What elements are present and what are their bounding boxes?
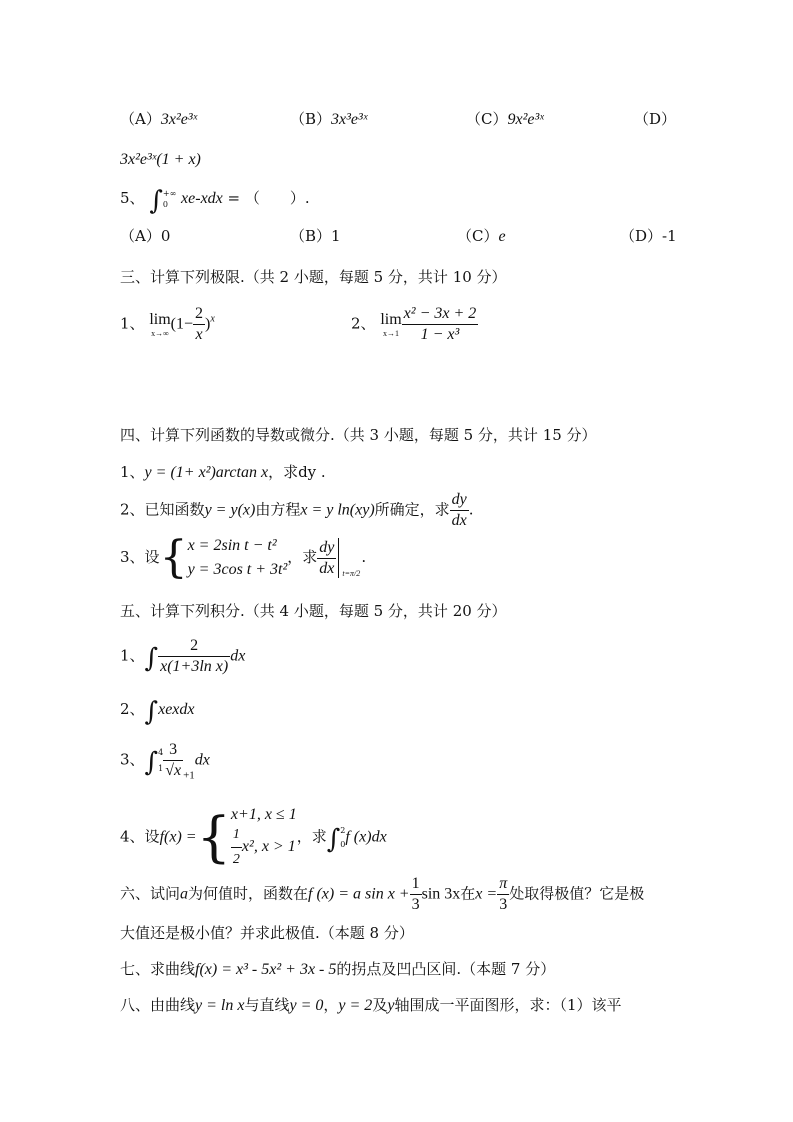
integral-sign: ∫ xyxy=(326,824,341,855)
integral-sign: ∫ xyxy=(144,643,159,674)
s4-problem-3: 3、设{ x = 2sin t − t² y = 3cos t + 3t² ，求 $\frac{dy}{dx}$ t=π/2 . xyxy=(120,532,367,583)
s4-problem-1: 1、y = (1+ x²)arctan x，求dy . xyxy=(120,463,326,481)
s4-problem-2: 2、已知函数y = y(x)由方程x = y ln(xy)所确定，求 $\frac{dy}{dx}$ . xyxy=(120,491,474,529)
integral-sign: ∫ xyxy=(144,697,159,727)
s5-problem-4: 4、设f(x) ={ x+1, x ≤ 1 $\frac{1}{2}$ x², x > 1 ，求∫ 2 0 f (x)dx xyxy=(120,805,387,869)
section6-line2: 大值还是极小值？并求此极值.（本题 8 分） xyxy=(120,924,414,942)
s3-problem-1: 1、 lim x→∞ (1− $\frac{2}{x}$ )$^x$ xyxy=(120,305,215,343)
evaluation-bar: t=π/2 xyxy=(338,538,361,578)
integral-sign: ∫ xyxy=(144,747,159,778)
section5-heading: 五、计算下列积分.（共 4 小题，每题 5 分，共计 20 分） xyxy=(120,602,507,620)
s5-problem-2: 2、∫xexdx xyxy=(120,697,195,727)
s5-problem-1: 1、∫ $\frac{2}{\text{x(1+3ln x)}}$ dx xyxy=(120,637,246,675)
left-brace: { xyxy=(196,805,231,869)
q5-option-d: （D）-1 xyxy=(620,227,677,245)
s5-problem-3: 3、∫ 4 1 $\frac{3}{√x}$ $_{+1}$dx xyxy=(120,741,210,782)
q5-option-a: （A）0 xyxy=(120,227,171,245)
q5-option-c: （C）e xyxy=(457,227,506,245)
q4-option-b: （B）3x³e³ˣ xyxy=(290,110,368,128)
section6-line1: 六、试问a为何值时，函数在f (x) = a sin x + $\frac{1}{3}$ sin 3x在x = $\frac{\pi}{3}$ 处取得极值？它是极 xyxy=(120,875,645,913)
q4-option-c: （C）9x²e³ˣ xyxy=(466,110,544,128)
left-brace: { xyxy=(159,532,188,583)
section3-heading: 三、计算下列极限.（共 2 小题，每题 5 分，共计 10 分） xyxy=(120,268,507,286)
q4-option-d-label: （D） xyxy=(634,110,677,128)
section4-heading: 四、计算下列函数的导数或微分.（共 3 小题，每题 5 分，共计 15 分） xyxy=(120,426,597,444)
section7: 七、求曲线f(x) = x³ - 5x² + 3x - 5的拐点及凹凸区间.（本题 7 分） xyxy=(120,960,556,978)
q5-option-b: （B）1 xyxy=(290,227,341,245)
q4-option-d-expr: 3x²e³ˣ(1 + x) xyxy=(120,151,201,168)
s3-problem-2: 2、 lim x→1 $\frac{\text{x² − 3x + 2}}{\text{1 − x³}}$ xyxy=(351,305,477,343)
integral-sign: ∫ xyxy=(149,186,163,216)
section8: 八、由曲线y = ln x与直线y = 0，y = 2及y轴围成一平面图形，求：（1）该平 xyxy=(120,996,622,1014)
q4-option-a: （A）3x²e³ˣ xyxy=(120,110,198,128)
q5-question: 5、 ∫ +∞ 0 xe-xdx = （ ）. xyxy=(120,186,310,216)
